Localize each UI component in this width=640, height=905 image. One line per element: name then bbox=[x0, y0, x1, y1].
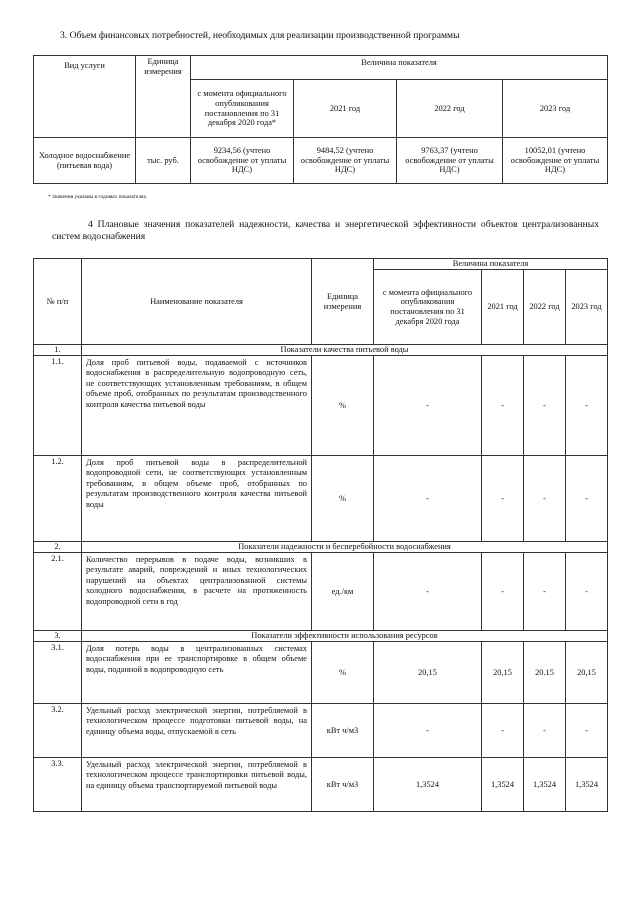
row-value-2023: - bbox=[566, 553, 608, 631]
section3-title: 3. Объем финансовых потребностей, необходимых для реализации производственной программы bbox=[60, 30, 460, 41]
row-value-2023: - bbox=[566, 456, 608, 542]
row-value-2021: - bbox=[482, 356, 524, 456]
header-from-date: с момента официального опубликования постановления по 31 декабря 2020 года bbox=[374, 270, 482, 345]
footnote: * Значения указаны в годовых показателях. bbox=[48, 194, 148, 200]
header-value: Величина показателя bbox=[374, 259, 608, 270]
row-unit: кВт ч/м3 bbox=[312, 758, 374, 812]
header-unit: Единица измерения bbox=[136, 56, 191, 138]
header-2022: 2022 год bbox=[524, 270, 566, 345]
row-name: Доля потерь воды в централизованных системах водоснабжения при ее транспортировке в общем объеме воды, поданной в водопроводную сеть bbox=[82, 642, 312, 704]
row-value-2023: - bbox=[566, 356, 608, 456]
row-unit: % bbox=[312, 356, 374, 456]
row-value-from-date: - bbox=[374, 704, 482, 758]
row-num: 1.1. bbox=[34, 356, 82, 456]
header-2022: 2022 год bbox=[397, 80, 503, 138]
header-name: Наименование показателя bbox=[82, 259, 312, 345]
group-title: Показатели качества питьевой воды bbox=[82, 345, 608, 356]
row-service: Холодное водоснабжение (питьевая вода) bbox=[34, 138, 136, 184]
table-row bbox=[34, 553, 608, 631]
row-value-2021: 20,15 bbox=[482, 642, 524, 704]
header-value: Величина показателя bbox=[191, 56, 608, 80]
row-value-2021: 9484,52 (учтено освобождение от уплаты НДС) bbox=[294, 138, 397, 184]
table-row bbox=[34, 642, 608, 704]
header-2023: 2023 год bbox=[566, 270, 608, 345]
row-value-2021: 1,3524 bbox=[482, 758, 524, 812]
group-row bbox=[34, 631, 608, 642]
row-name: Удельный расход электрической энергии, потребляемой в технологическом процессе транспортировки питьевой воды, на единицу объема транспортируемой питьевой воды bbox=[82, 758, 312, 812]
row-num: 3.2. bbox=[34, 704, 82, 758]
table-row bbox=[34, 704, 608, 758]
row-value-2022: - bbox=[524, 553, 566, 631]
row-unit: % bbox=[312, 642, 374, 704]
row-value-from-date: - bbox=[374, 356, 482, 456]
row-unit: тыс. руб. bbox=[136, 138, 191, 184]
financial-needs-table bbox=[33, 55, 608, 184]
row-value-from-date: - bbox=[374, 553, 482, 631]
header-num: № п/п bbox=[34, 259, 82, 345]
row-value-2023: 20,15 bbox=[566, 642, 608, 704]
row-value-2022: - bbox=[524, 356, 566, 456]
row-value-from-date: 9234,56 (учтено освобождение от уплаты НДС) bbox=[191, 138, 294, 184]
header-2023: 2023 год bbox=[503, 80, 608, 138]
row-value-2022: - bbox=[524, 704, 566, 758]
row-num: 2.1. bbox=[34, 553, 82, 631]
table-row bbox=[34, 356, 608, 456]
header-unit: Единица измерения bbox=[312, 259, 374, 345]
row-unit: кВт ч/м3 bbox=[312, 704, 374, 758]
indicators-table bbox=[33, 258, 608, 812]
header-2021: 2021 год bbox=[482, 270, 524, 345]
group-title: Показатели надежности и бесперебойности водоснабжения bbox=[82, 542, 608, 553]
row-value-2022: - bbox=[524, 456, 566, 542]
group-num: 1. bbox=[34, 345, 82, 356]
row-value-from-date: 1,3524 bbox=[374, 758, 482, 812]
row-value-2023: - bbox=[566, 704, 608, 758]
row-value-2021: - bbox=[482, 553, 524, 631]
header-service: Вид услуги bbox=[34, 56, 136, 138]
group-row bbox=[34, 345, 608, 356]
row-value-2023: 1,3524 bbox=[566, 758, 608, 812]
group-title: Показатели эффективности использования ресурсов bbox=[82, 631, 608, 642]
table-row bbox=[34, 758, 608, 812]
header-2021: 2021 год bbox=[294, 80, 397, 138]
group-num: 2. bbox=[34, 542, 82, 553]
row-value-from-date: - bbox=[374, 456, 482, 542]
row-value-2021: - bbox=[482, 704, 524, 758]
row-name: Доля проб питьевой воды, подаваемой с источников водоснабжения в распределительную водопроводную сеть, не соответствующих установленным требованиям, в общем объеме проб, отобранных по результатам производственного контроля качества питьевой воды bbox=[82, 356, 312, 456]
row-value-2022: 20.15 bbox=[524, 642, 566, 704]
row-unit: ед./км bbox=[312, 553, 374, 631]
row-name: Доля проб питьевой воды в распределительной водопроводной сети, не соответствующих установленным требованиям, в общем объеме проб, отобранных по результатам производственного контроля качества питьевой воды bbox=[82, 456, 312, 542]
row-value-2021: - bbox=[482, 456, 524, 542]
group-row bbox=[34, 542, 608, 553]
row-num: 1.2. bbox=[34, 456, 82, 542]
row-name: Удельный расход электрической энергии, потребляемой в технологическом процессе подготовки питьевой воды, на единицу объема воды, отпускаемой в сеть bbox=[82, 704, 312, 758]
table-row bbox=[34, 456, 608, 542]
row-value-2022: 1,3524 bbox=[524, 758, 566, 812]
row-value-2022: 9763,37 (учтено освобождение от уплаты НДС) bbox=[397, 138, 503, 184]
header-from-date: с момента официального опубликования постановления по 31 декабря 2020 года* bbox=[191, 80, 294, 138]
section4-title: 4 Плановые значения показателей надежности, качества и энергетической эффективности объектов централизованных систем водоснабжения bbox=[52, 219, 599, 242]
row-num: 3.1. bbox=[34, 642, 82, 704]
row-value-from-date: 20,15 bbox=[374, 642, 482, 704]
row-value-2023: 10052,01 (учтено освобождение от уплаты НДС) bbox=[503, 138, 608, 184]
row-num: 3.3. bbox=[34, 758, 82, 812]
group-num: 3. bbox=[34, 631, 82, 642]
row-name: Количество перерывов в подаче воды, возникших в результате аварий, повреждений и иных технологических нарушений на объектах централизованной системы холодного водоснабжения, в расчете на протяженность водопроводной сети в год bbox=[82, 553, 312, 631]
row-unit: % bbox=[312, 456, 374, 542]
